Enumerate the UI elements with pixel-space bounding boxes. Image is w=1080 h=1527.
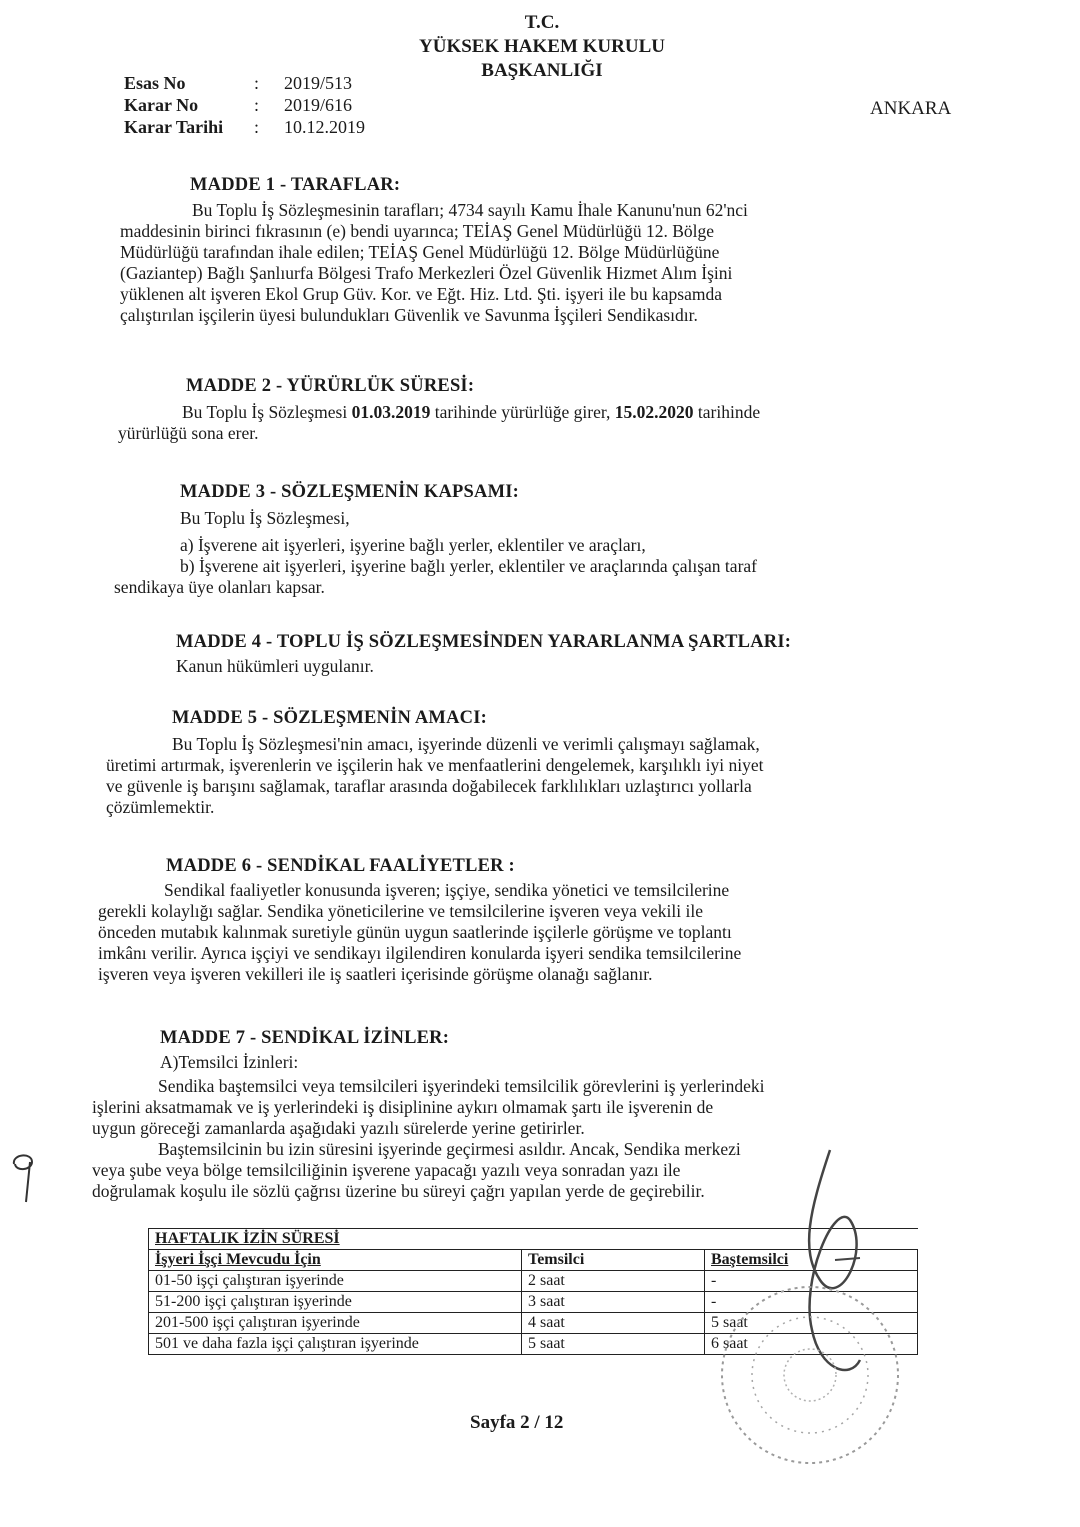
leave-table-grid (148, 1228, 918, 1355)
header-city: ANKARA (870, 98, 952, 119)
table-cell: 3 saat (522, 1292, 705, 1313)
article-3-line: a) İşverene ait işyerleri, işyerine bağlı yerler, eklentiler ve araçları, (180, 535, 646, 555)
case-meta (124, 72, 365, 138)
table-row (149, 1334, 918, 1355)
article-7-line: veya şube veya bölge temsilciliğinin işverene yapacağı yazılı veya sonradan yazı ile (92, 1160, 681, 1180)
table-title: HAFTALIK İZİN SÜRESİ (149, 1229, 918, 1250)
article-6-body (98, 880, 928, 985)
article-7-line: Baştemsilcinin bu izin süresini işyerinde geçirmesi asıldır. Ancak, Sendika merkezi (158, 1139, 741, 1159)
article-7-line: Sendika baştemsilci veya temsilcileri işyerindeki temsilcilik görevlerini iş yerlerindeki (158, 1076, 765, 1096)
table-cell: 01-50 işçi çalıştıran işyerinde (149, 1271, 522, 1292)
article-2-line (118, 402, 948, 423)
article-6-heading: MADDE 6 - SENDİKAL FAALİYETLER : (166, 856, 515, 876)
article-7-body (92, 1076, 922, 1202)
header-institution: YÜKSEK HAKEM KURULU (419, 36, 665, 57)
table-cell: 2 saat (522, 1271, 705, 1292)
article-6-line: Sendikal faaliyetler konusunda işveren; işçiye, sendika yönetici ve temsilcilerine (164, 880, 730, 900)
table-cell: 5 saat (522, 1334, 705, 1355)
table-cell: - (705, 1292, 918, 1313)
meta-row-tarih (124, 116, 365, 138)
article-1-heading: MADDE 1 - TARAFLAR: (190, 175, 401, 195)
meta-row-karar (124, 94, 365, 116)
article-1-body (120, 200, 950, 326)
article-3-body (114, 508, 944, 598)
page-number: Sayfa 2 / 12 (470, 1412, 564, 1433)
article-5-heading: MADDE 5 - SÖZLEŞMENİN AMACI: (172, 708, 487, 728)
header-presidency: BAŞKANLIĞI (481, 60, 603, 81)
article-6-line: işveren veya işveren vekilleri ile iş saatleri içerisinde görüşme olanağı sağlanır. (98, 964, 653, 984)
article-7-subheading: A)Temsilci İzinleri: (160, 1052, 299, 1072)
meta-colon: : (254, 73, 260, 93)
article-1-line: Bu Toplu İş Sözleşmesinin tarafları; 4734 sayılı Kamu İhale Kanunu'nun 62'nci (192, 200, 748, 220)
meta-colon: : (254, 117, 260, 137)
article-7-line: işlerini aksatmamak ve iş yerlerindeki iş disiplinine aykırı olmamak şartı ile işverenin de (92, 1097, 714, 1117)
article-7-line: uygun göreceği zamanlarda aşağıdaki yazılı sürelerde yerine getirirler. (92, 1118, 585, 1138)
margin-handwriting-icon (6, 1150, 46, 1210)
article-1-line: Müdürlüğü tarafından ihale edilen; TEİAŞ Genel Müdürlüğü 12. Bölge Müdürlüğüne (120, 242, 720, 262)
meta-colon: : (254, 95, 260, 115)
article-5-line: çözümlemektir. (106, 797, 215, 817)
article-1-line: maddesinin birinci fıkrasının (e) bendi uyarınca; TEİAŞ Genel Müdürlüğü 12. Bölge (120, 221, 715, 241)
article-6-line: gerekli kolaylığı sağlar. Sendika yöneticilerine ve temsilcilerine işveren veya vekili ile (98, 901, 704, 921)
table-header: İşyeri İşçi Mevcudu İçin (149, 1250, 522, 1271)
article-5-line: ve güvenle iş barışını sağlamak, taraflar arasında doğabilecek farklılıkları uzlaştırıcı yollarla (106, 776, 752, 796)
article-4-line: Kanun hükümleri uygulanır. (176, 656, 374, 676)
meta-value: 10.12.2019 (284, 117, 365, 137)
table-cell: 51-200 işçi çalıştıran işyerinde (149, 1292, 522, 1313)
table-cell: 4 saat (522, 1313, 705, 1334)
meta-label: Esas No (124, 73, 186, 93)
table-cell: - (705, 1271, 918, 1292)
article-2-heading: MADDE 2 - YÜRÜRLÜK SÜRESİ: (186, 376, 475, 396)
article-1-line: çalıştırılan işçilerin üyesi bulundukları Güvenlik ve Savunma İşçileri Sendikasıdır. (120, 305, 698, 325)
leave-table (148, 1228, 918, 1355)
article-2-body (118, 402, 948, 444)
article-3-line: Bu Toplu İş Sözleşmesi, (180, 508, 350, 528)
table-cell: 5 saat (705, 1313, 918, 1334)
article-2-text: tarihinde yürürlüğe girer, (430, 402, 615, 422)
article-1-line: (Gaziantep) Bağlı Şanlıurfa Bölgesi Trafo Merkezleri Özel Güvenlik Hizmet Alım İşini (120, 263, 733, 283)
article-3-line: sendikaya üye olanları kapsar. (114, 577, 325, 597)
article-3-heading: MADDE 3 - SÖZLEŞMENİN KAPSAMI: (180, 482, 520, 502)
table-cell: 6 saat (705, 1334, 918, 1355)
table-header-row (149, 1250, 918, 1271)
article-2-text: Bu Toplu İş Sözleşmesi (182, 402, 352, 422)
meta-label: Karar Tarihi (124, 117, 224, 137)
meta-label: Karar No (124, 95, 199, 115)
article-2-line: yürürlüğü sona erer. (118, 423, 259, 443)
article-5-body (106, 734, 936, 818)
table-header: Baştemsilci (705, 1250, 918, 1271)
table-cell: 501 ve daha fazla işçi çalıştıran işyerinde (149, 1334, 522, 1355)
meta-value: 2019/513 (284, 73, 353, 93)
article-5-line: Bu Toplu İş Sözleşmesi'nin amacı, işyerinde düzenli ve verimli çalışmayı sağlamak, (172, 734, 760, 754)
meta-value: 2019/616 (284, 95, 353, 115)
article-1-line: yüklenen alt işveren Ekol Grup Güv. Kor. ve Eğt. Hiz. Ltd. Şti. işyeri ile bu kapsamda (120, 284, 723, 304)
article-3-line: b) İşverene ait işyerleri, işyerine bağlı yerler, eklentiler ve araçlarında çalışan taraf (180, 556, 757, 576)
article-6-line: imkânı verilir. Ayrıca işçiyi ve sendikayı ilgilendiren konularda işyeri sendika temsilcilerine (98, 943, 742, 963)
table-cell: 201-500 işçi çalıştıran işyerinde (149, 1313, 522, 1334)
start-date: 01.03.2019 (351, 402, 431, 422)
table-row (149, 1271, 918, 1292)
article-6-line: önceden mutabık kalınmak suretiyle günün uygun saatlerinde işçilerle görüşme ve toplantı (98, 922, 732, 942)
article-2-text: tarihinde (693, 402, 761, 422)
table-header: Temsilci (522, 1250, 705, 1271)
header-tc: T.C. (524, 12, 560, 33)
article-7-heading: MADDE 7 - SENDİKAL İZİNLER: (160, 1028, 450, 1048)
table-row (149, 1292, 918, 1313)
table-row (149, 1313, 918, 1334)
table-title-row (149, 1229, 918, 1250)
article-4-heading: MADDE 4 - TOPLU İŞ SÖZLEŞMESİNDEN YARARLANMA ŞARTLARI: (176, 632, 792, 652)
meta-row-esas (124, 72, 365, 94)
article-5-line: üretimi artırmak, işverenlerin ve işçilerin hak ve menfaatlerini dengelemek, karşılıklı iyi niyet (106, 755, 764, 775)
end-date: 15.02.2020 (614, 402, 694, 422)
article-7-line: doğrulamak koşulu ile sözlü çağrısı üzerine bu süreyi çağrı yapılan yerde de geçirebilir. (92, 1181, 705, 1201)
